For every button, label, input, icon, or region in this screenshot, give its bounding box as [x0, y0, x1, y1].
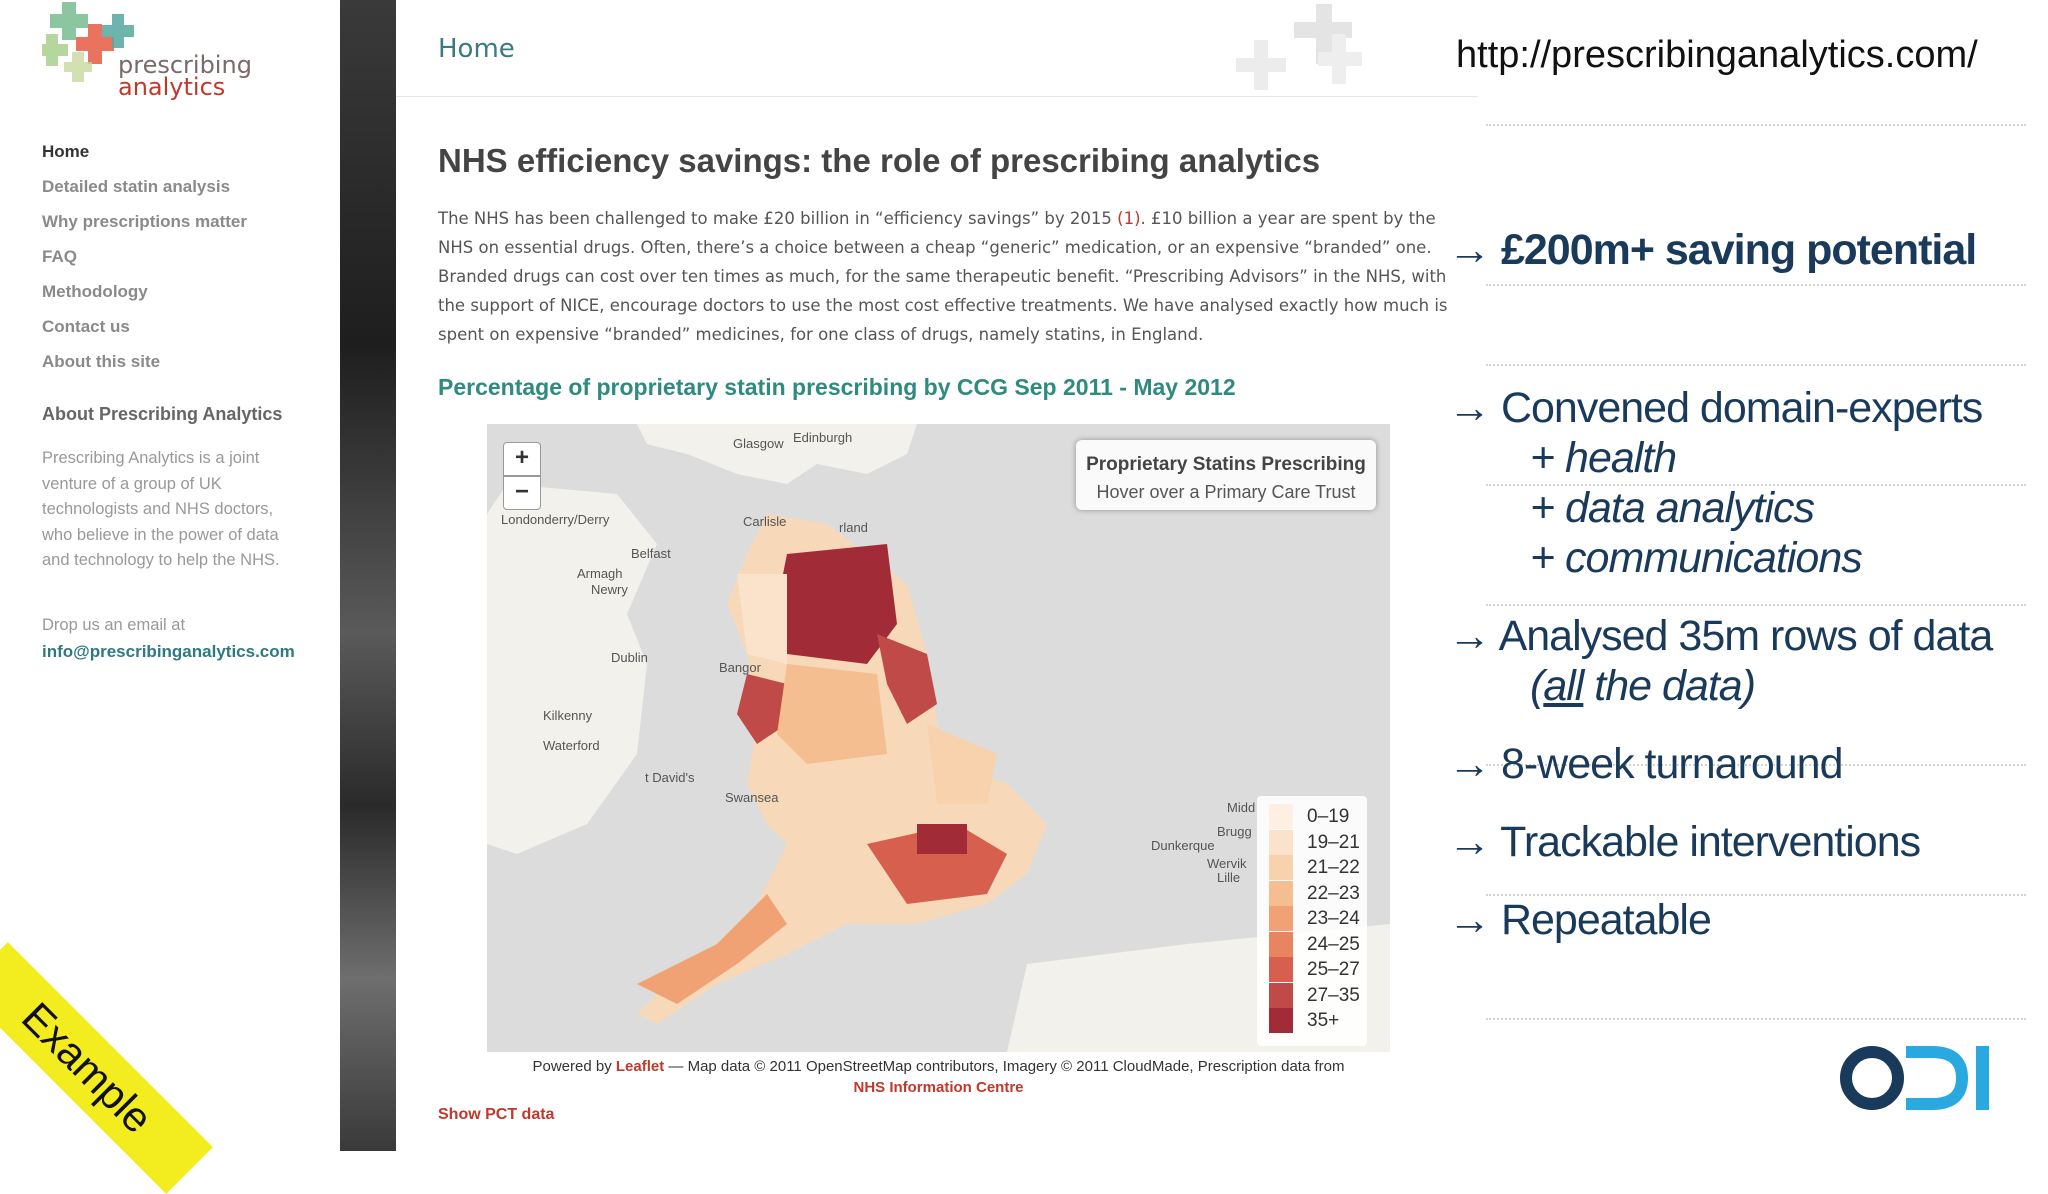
- legend-swatch: [1269, 983, 1293, 1008]
- bullet-trackable: → Trackable interventions: [1448, 818, 1921, 866]
- nhs-info-centre-link[interactable]: NHS Information Centre: [853, 1079, 1024, 1096]
- legend-label: 22–23: [1307, 882, 1360, 904]
- bullet-saving-potential: → £200m+ saving potential: [1448, 226, 1977, 274]
- legend-label: 23–24: [1307, 908, 1360, 929]
- place-label: Londonderry/Derry: [501, 512, 610, 527]
- map-attribution: [487, 1052, 1390, 1100]
- place-label: Wervik: [1207, 856, 1247, 871]
- place-label: Swansea: [725, 790, 779, 805]
- nav-methodology[interactable]: Methodology: [42, 282, 148, 301]
- logo-wordmark: [118, 51, 252, 101]
- legend-swatch: [1269, 906, 1293, 931]
- legend-swatch: [1269, 932, 1293, 957]
- website-main-panel: [396, 0, 1478, 1151]
- place-label: Belfast: [631, 546, 671, 561]
- legend-label: 35+: [1307, 1010, 1340, 1031]
- website-header: [396, 0, 1478, 97]
- odi-logo: [1840, 1042, 2000, 1122]
- map-info-box: [1076, 440, 1376, 510]
- logo-line-2: analytics: [118, 73, 226, 101]
- sub-health: + health: [1530, 434, 1677, 482]
- dotted-divider: [1486, 604, 2026, 606]
- legend-swatch: [1269, 830, 1293, 855]
- sub-all-rest: the data): [1583, 662, 1756, 710]
- place-label: Dunkerque: [1151, 838, 1215, 853]
- intro-text-b: . £10 billion a year are spent by the NHS on essential drugs. Often, there’s a choice between a cheap “generic” medication, or an expensive “branded” one. Branded drugs can cost over ten times as much, for the same therapeutic benefit. “Prescribing Advisors” in the NHS, with the support of NICE, encourage doctors to use the most cost effective treatments. We have analysed exactly how much is spent on expensive “branded” medicines, for one class of drugs, namely statins, in England.: [438, 209, 1448, 344]
- dotted-divider: [1486, 284, 2026, 286]
- region-north-west: [737, 574, 787, 664]
- bullet-repeatable: → Repeatable: [1448, 896, 1711, 944]
- sub-communications: + communications: [1530, 534, 1862, 582]
- place-label: Bangor: [719, 660, 761, 675]
- bullet-8-week: → 8-week turnaround: [1448, 740, 1843, 788]
- about-heading: About Prescribing Analytics: [42, 404, 283, 424]
- place-label: Kilkenny: [543, 708, 593, 723]
- logo-line-1: prescribing: [118, 51, 252, 79]
- nav-why-prescriptions-matter[interactable]: Why prescriptions matter: [42, 212, 247, 231]
- page-title: NHS efficiency savings: the role of prescribing analytics: [438, 142, 1321, 179]
- legend-label: 27–35: [1307, 984, 1360, 1006]
- legend-swatch: [1269, 957, 1293, 982]
- legend-swatch: [1269, 804, 1293, 829]
- place-label: Edinburgh: [793, 430, 853, 445]
- dotted-divider: [1486, 1018, 2026, 1020]
- decorative-crosses-icon: [1232, 4, 1372, 96]
- legend-label: 21–22: [1307, 857, 1360, 878]
- zoom-out-button[interactable]: −: [503, 476, 541, 510]
- place-label: Midd: [1227, 800, 1256, 815]
- place-label: Glasgow: [733, 436, 784, 451]
- sub-all-open: (: [1530, 662, 1544, 710]
- legend-swatch: [1269, 881, 1293, 906]
- dotted-divider: [1486, 364, 2026, 366]
- leaflet-link[interactable]: Leaflet: [615, 1058, 665, 1075]
- map-legend: [1257, 796, 1367, 1046]
- info-subtitle: Hover over a Primary Care Trust: [1096, 482, 1356, 502]
- footnote-link[interactable]: (1): [1117, 209, 1141, 228]
- sidebar-nav: [42, 134, 247, 379]
- nav-home[interactable]: Home: [42, 142, 90, 161]
- sub-all-the-data: [1530, 662, 1755, 711]
- intro-paragraph: [438, 204, 1448, 349]
- bullet-domain-experts: → Convened domain-experts: [1448, 384, 1983, 432]
- place-label: Waterford: [543, 738, 600, 753]
- nav-faq[interactable]: FAQ: [42, 247, 77, 266]
- ireland-land: [487, 484, 657, 854]
- email-link[interactable]: info@prescribinganalytics.com: [42, 642, 295, 661]
- region-north-east: [777, 544, 897, 664]
- place-label: Dublin: [611, 650, 648, 665]
- email-prompt: Drop us an email at: [42, 616, 186, 634]
- legend-label: 24–25: [1307, 933, 1360, 955]
- odi-logo-text: ODI: [1840, 1042, 1842, 1043]
- attribution-text: — Map data © 2011 OpenStreetMap contributors, Imagery © 2011 CloudMade, Prescription data from: [668, 1058, 1345, 1075]
- sub-all-underlined: all: [1543, 662, 1584, 710]
- legend-label: 25–27: [1307, 959, 1360, 980]
- info-title: Proprietary Statins Prescribing: [1086, 454, 1366, 475]
- legend-swatch: [1269, 1008, 1293, 1033]
- breadcrumb-home[interactable]: Home: [438, 34, 515, 64]
- nav-about-this-site[interactable]: About this site: [42, 352, 161, 371]
- ribbon-label: Example: [12, 993, 162, 1143]
- place-label: Lille: [1217, 870, 1241, 885]
- place-label: Newry: [591, 582, 628, 597]
- bullet-35m-rows: → Analysed 35m rows of data: [1448, 612, 1993, 660]
- powered-by: Powered by: [532, 1058, 612, 1075]
- place-label: t David's: [645, 770, 695, 785]
- dotted-divider: [1486, 124, 2026, 126]
- legend-label: 0–19: [1307, 806, 1350, 827]
- attribution-line: [487, 1058, 1390, 1075]
- about-text: Prescribing Analytics is a joint venture of a group of UK technologists and NHS doctors, who believe in the power of data and technology to help the NHS.: [42, 449, 280, 569]
- nav-contact-us[interactable]: Contact us: [42, 317, 130, 336]
- choropleth-map[interactable]: [487, 424, 1390, 1052]
- place-label: Armagh: [577, 566, 623, 581]
- region-london: [917, 824, 967, 854]
- place-label: Brugg: [1217, 824, 1252, 839]
- map-land-layer: [487, 424, 1390, 1052]
- site-sidebar: [0, 0, 340, 1151]
- zoom-in-button[interactable]: +: [503, 442, 541, 476]
- intro-text-a: The NHS has been challenged to make £20 billion in “efficiency savings” by 2015: [438, 209, 1112, 228]
- map-title: Percentage of proprietary statin prescribing by CCG Sep 2011 - May 2012: [438, 374, 1236, 400]
- place-label: rland: [839, 520, 868, 535]
- region-midlands: [777, 664, 887, 764]
- legend-label: 19–21: [1307, 831, 1360, 853]
- background-photo-strip: [340, 0, 396, 1151]
- nav-detailed-statin-analysis[interactable]: Detailed statin analysis: [42, 177, 231, 196]
- sub-data-analytics: + data analytics: [1530, 484, 1814, 532]
- slide-url: http://prescribinganalytics.com/: [1456, 34, 1978, 76]
- scotland-land: [637, 424, 917, 484]
- show-pct-data-link[interactable]: Show PCT data: [438, 1106, 555, 1123]
- place-label: Carlisle: [743, 514, 787, 529]
- legend-swatch: [1269, 855, 1293, 880]
- region-east: [927, 724, 997, 804]
